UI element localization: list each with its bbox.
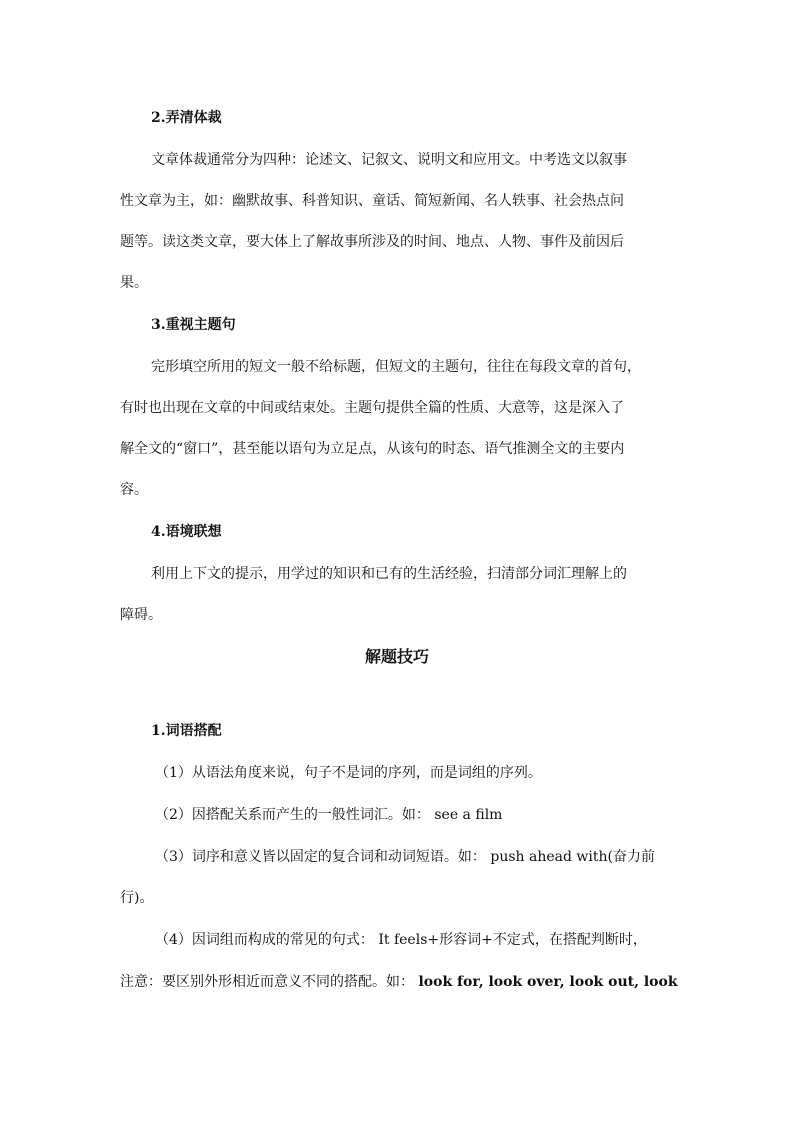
heading-word-collocation: 1.词语搭配	[151, 723, 222, 739]
paragraph-line: 文章体裁通常分为四种：论述文、记叙文、说明文和应用文。中考选文以叙事	[151, 152, 627, 168]
paragraph-line: 果。	[120, 275, 148, 291]
paragraph-line: 完形填空所用的短文一般不给标题，但短文的主题句，往往在每段文章的首句，	[151, 359, 641, 375]
paragraph-line: 题等。读这类文章，要大体上了解故事所涉及的时间、地点、人物、事件及前因后	[120, 234, 624, 250]
heading-distinguish-genre: 2.弄清体裁	[151, 110, 222, 126]
list-item: （3）词序和意义皆以固定的复合词和动词短语。如： push ahead with(奋力前	[155, 849, 655, 865]
paragraph-line: 解全文的“窗口”，甚至能以语句为立足点，从该句的时态、语气推测全文的主要内	[120, 441, 625, 457]
list-item: （2）因搭配关系而产生的一般性词汇。如： see a film	[155, 807, 503, 823]
list-item: （1）从语法角度来说，句子不是词的序列，而是词组的序列。	[155, 765, 542, 781]
paragraph-line: 利用上下文的提示，用学过的知识和已有的生活经验，扫清部分词汇理解上的	[151, 566, 627, 582]
paragraph-line: 障碍。	[120, 607, 162, 623]
list-item-text: 注意：要区别外形相近而意义不同的搭配。如：	[120, 974, 419, 990]
heading-context-association: 4.语境联想	[151, 524, 222, 540]
paragraph-line: 性文章为主，如：幽默故事、科普知识、童话、简短新闻、名人轶事、社会热点问	[120, 193, 624, 209]
paragraph-line: 有时也出现在文章的中间或结束处。主题句提供全篇的性质、大意等，这是深入了	[120, 400, 624, 416]
heading-topic-sentence: 3.重视主题句	[151, 317, 236, 333]
list-item-continuation	[120, 973, 678, 991]
paragraph-line: 容。	[120, 482, 148, 498]
section-title: 解题技巧	[364, 647, 429, 666]
phrase-examples: look for, look over, look out, look	[418, 974, 678, 990]
list-item: （4）因词组而构成的常见的句式： It feels+形容词+不定式，在搭配判断时，	[155, 932, 647, 948]
list-item-continuation: 行)。	[120, 890, 154, 906]
